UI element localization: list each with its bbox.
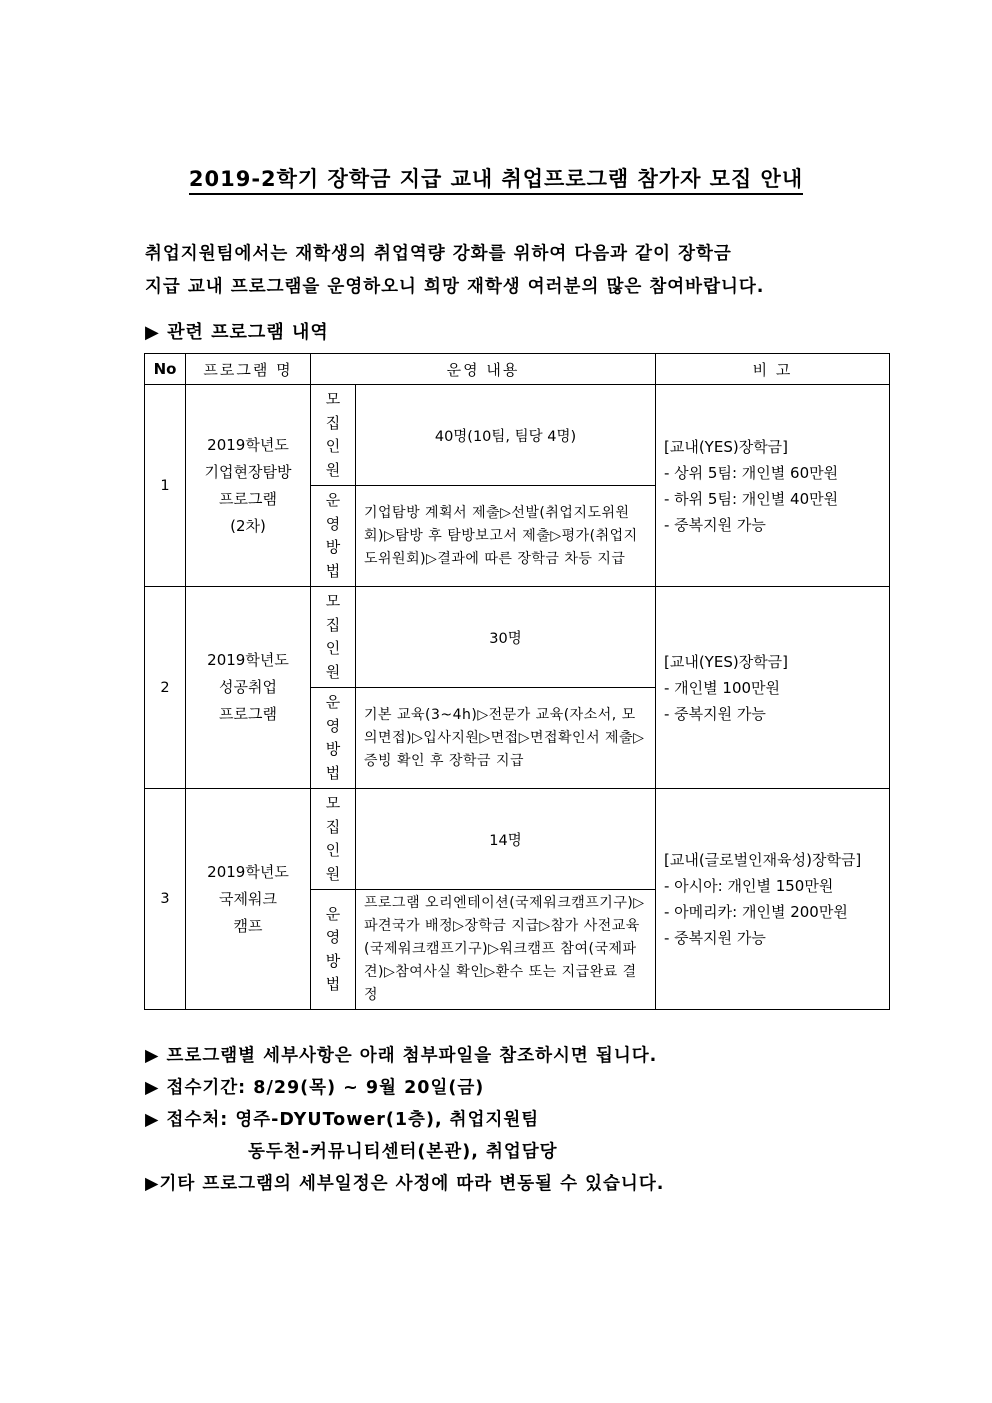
note-line: - 개인별 100만원: [664, 678, 781, 697]
header-note: 비 고: [656, 354, 890, 385]
note-line: [교내(글로벌인재육성)장학금]: [664, 851, 862, 869]
note-cell: [656, 587, 890, 789]
intro-paragraph: [145, 238, 865, 304]
note-line: - 아시아: 개인별 150만원: [664, 877, 834, 895]
note-line: - 아메리카: 개인별 200만원: [664, 903, 848, 921]
recruit-label: 모 집 인 원: [311, 385, 356, 486]
table-row: [145, 789, 890, 890]
recruit-value: 14명: [356, 789, 656, 890]
table-row: [145, 587, 890, 688]
note-line: - 중복지원 가능: [664, 704, 766, 723]
program-name-line: 2019학년도: [207, 651, 289, 669]
program-name: [186, 789, 311, 1010]
bullet-location-2: 동두천-커뮤니티센터(본관), 취업담당: [248, 1142, 558, 1162]
program-name-line: 2019학년도: [207, 862, 289, 881]
program-name-line: (2차): [230, 516, 266, 535]
note-line: [교내(YES)장학금]: [664, 437, 789, 456]
method-label: 운 영 방 법: [311, 688, 356, 789]
bullet-attachment: ▶ 프로그램별 세부사항은 아래 첨부파일을 참조하시면 됩니다.: [145, 1046, 658, 1066]
recruit-label: 모 집 인 원: [311, 587, 356, 688]
table-header-row: [145, 354, 890, 385]
program-table: [144, 353, 890, 1010]
method-label: 운 영 방 법: [311, 890, 356, 1010]
row-no: 3: [145, 789, 186, 1010]
note-cell: [656, 385, 890, 587]
header-content: 운영 내용: [311, 354, 656, 385]
program-name-line: 국제워크: [219, 889, 277, 908]
header-program: 프로그램 명: [186, 354, 311, 385]
method-value: 기본 교육(3~4h)▷전문가 교육(자소서, 모의면접)▷입사지원▷면접▷면접확인서 제출▷증빙 확인 후 장학금 지급: [356, 688, 656, 789]
note-line: [교내(YES)장학금]: [664, 652, 789, 671]
method-value: 프로그램 오리엔테이션(국제워크캠프기구)▷파견국가 배정▷장학금 지급▷참가 사전교육(국제워크캠프기구)▷워크캠프 참여(국제파견)▷참여사실 확인▷환수 또는 지급완료 결정: [356, 890, 656, 1010]
page-title: 2019-2학기 장학금 지급 교내 취업프로그램 참가자 모집 안내: [0, 163, 992, 193]
row-no: 1: [145, 385, 186, 587]
note-line: - 중복지원 가능: [664, 515, 766, 534]
method-value: 기업탐방 계획서 제출▷선발(취업지도위원회)▷탐방 후 탐방보고서 제출▷평가(취업지도위원회)▷결과에 따른 장학금 차등 지급: [356, 486, 656, 587]
row-no: 2: [145, 587, 186, 789]
bullet-location: ▶ 접수처: 영주-DYUTower(1층), 취업지원팀: [145, 1110, 540, 1130]
program-name-line: 기업현장탐방: [204, 462, 292, 481]
program-name-line: 캠프: [233, 916, 263, 935]
intro-line-2: 지급 교내 프로그램을 운영하오니 희망 재학생 여러분의 많은 참여바랍니다.: [145, 277, 765, 297]
info-bullets: [145, 1040, 664, 1200]
table-row: [145, 385, 890, 486]
program-name: [186, 385, 311, 587]
recruit-value: 40명(10팀, 팀당 4명): [356, 385, 656, 486]
note-line: - 중복지원 가능: [664, 929, 766, 947]
program-name-line: 2019학년도: [207, 435, 289, 454]
note-line: - 하위 5팀: 개인별 40만원: [664, 489, 839, 508]
intro-line-1: 취업지원팀에서는 재학생의 취업역량 강화를 위하여 다음과 같이 장학금: [145, 244, 732, 264]
section-title: ▶ 관련 프로그램 내역: [145, 322, 329, 343]
recruit-value: 30명: [356, 587, 656, 688]
note-cell: [656, 789, 890, 1010]
program-name-line: 프로그램: [219, 489, 277, 508]
program-name: [186, 587, 311, 789]
program-name-line: 성공취업: [219, 678, 277, 696]
program-name-line: 프로그램: [219, 705, 277, 723]
note-line: - 상위 5팀: 개인별 60만원: [664, 463, 839, 482]
method-label: 운 영 방 법: [311, 486, 356, 587]
recruit-label: 모 집 인 원: [311, 789, 356, 890]
header-no: No: [145, 354, 186, 385]
bullet-period: ▶ 접수기간: 8/29(목) ~ 9월 20일(금): [145, 1078, 485, 1098]
bullet-schedule-note: ▶기타 프로그램의 세부일정은 사정에 따라 변동될 수 있습니다.: [145, 1174, 665, 1194]
